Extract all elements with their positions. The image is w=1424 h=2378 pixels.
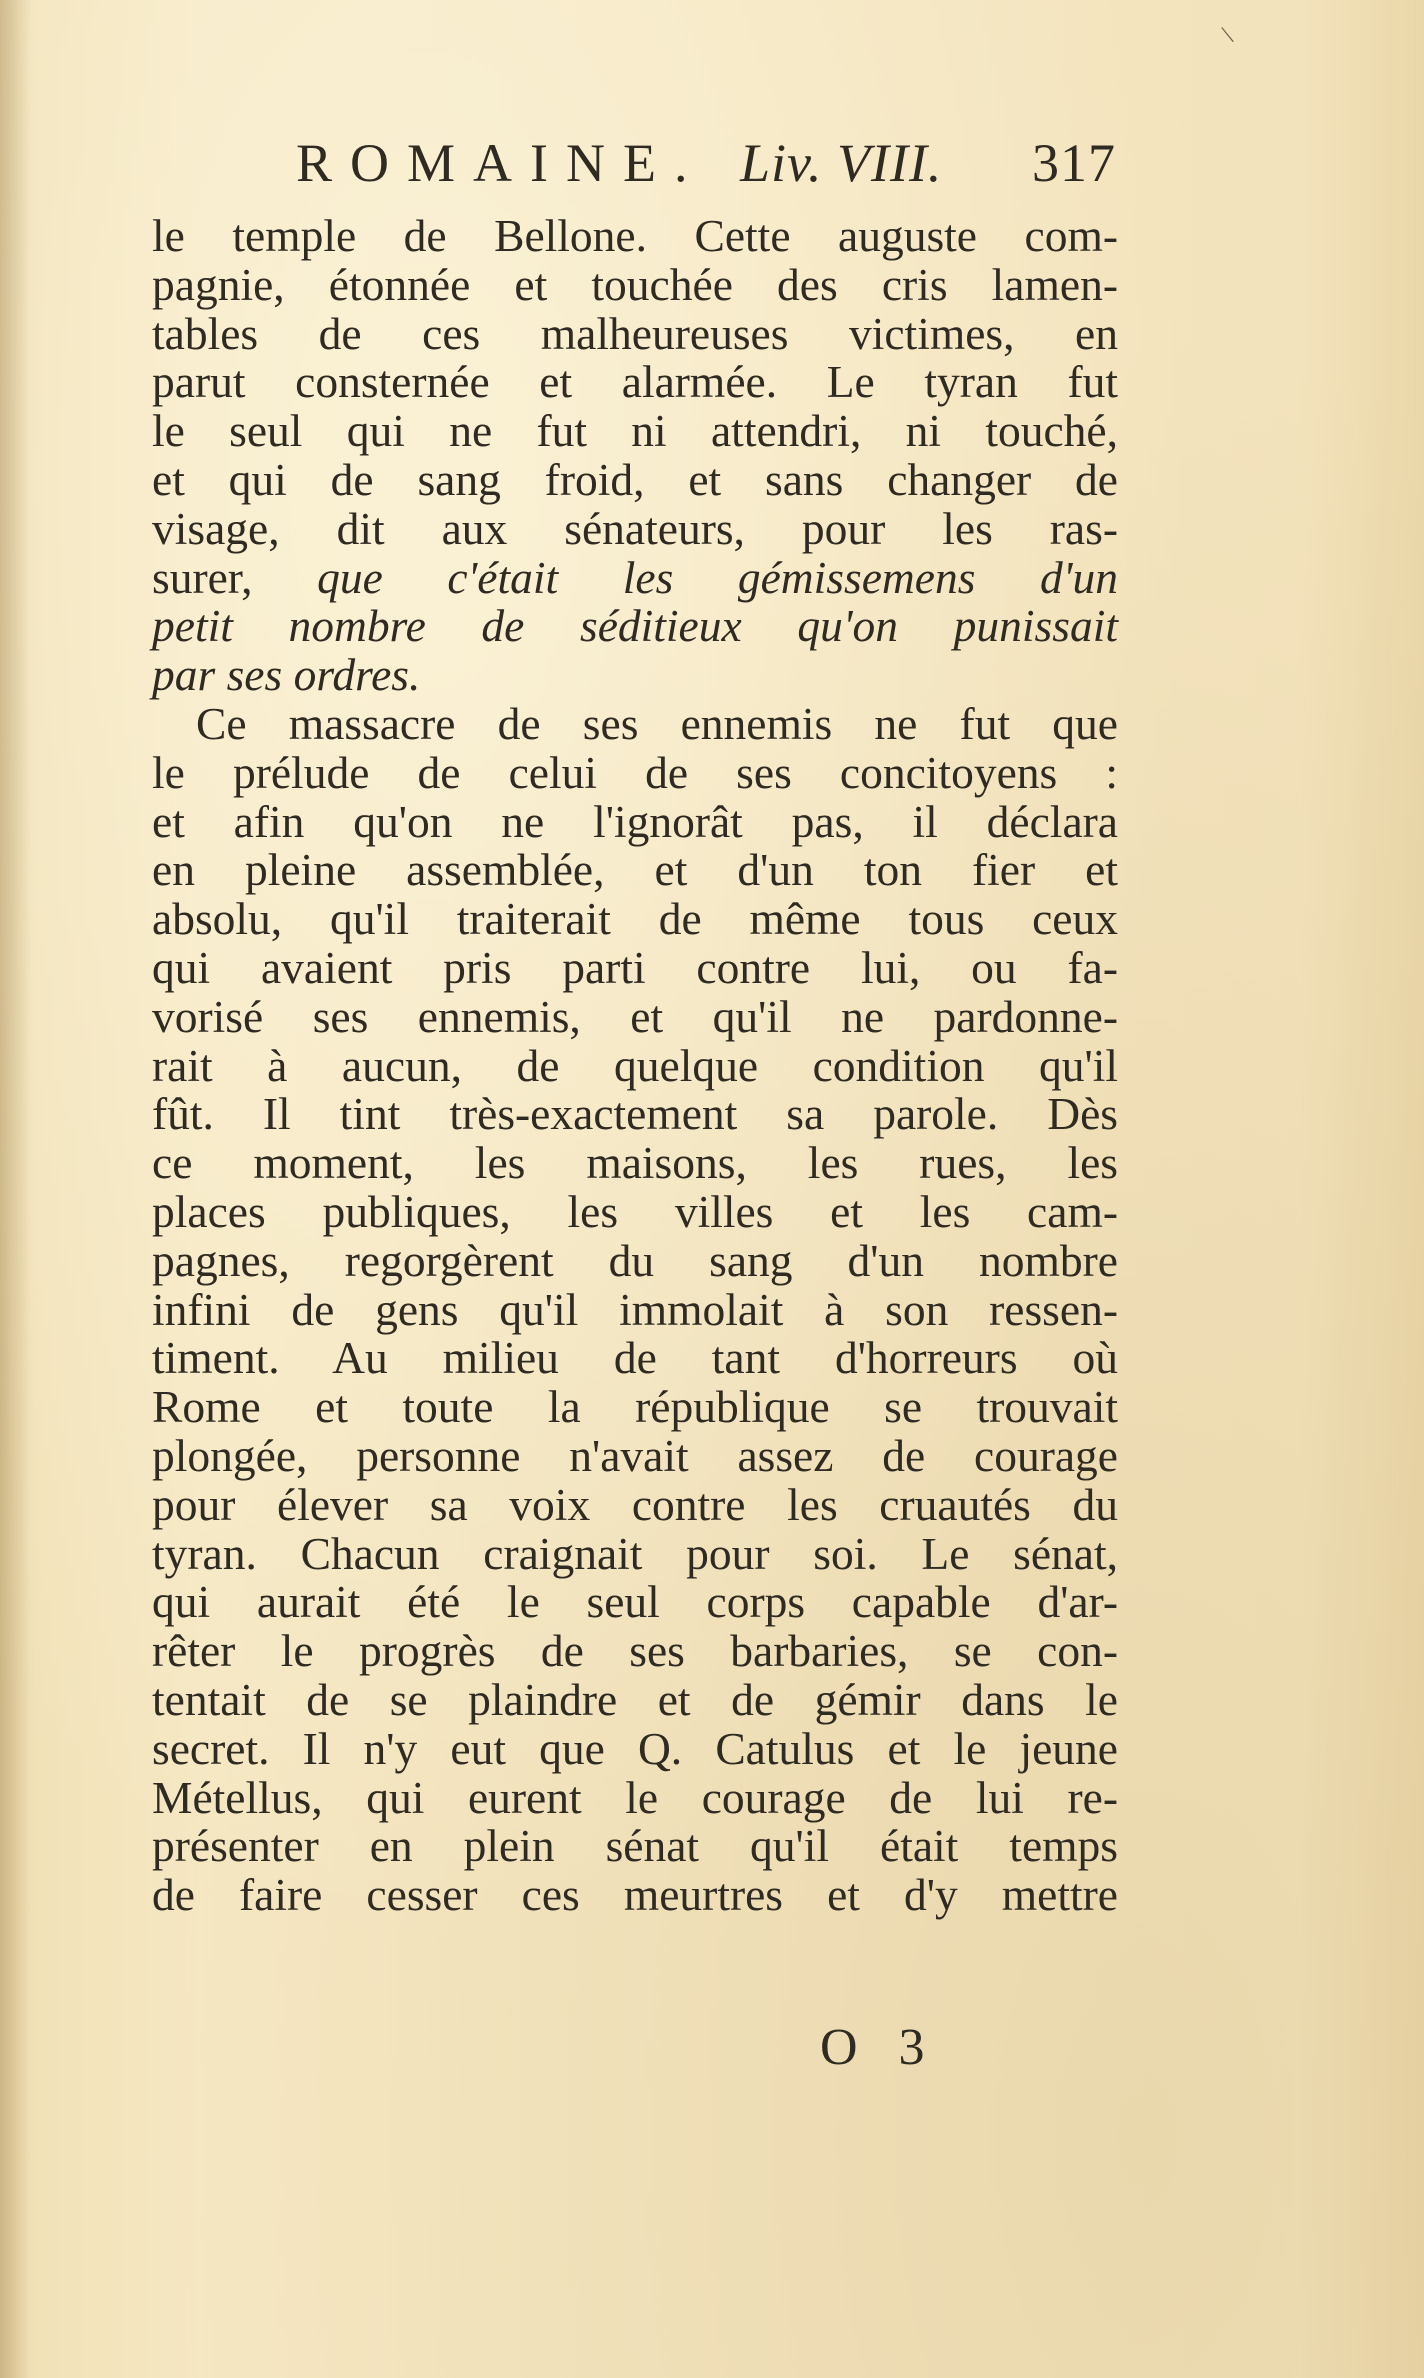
text-line: en pleine assemblée, et d'un ton fier et [152,844,1118,896]
text-line-italic: par ses ordres. [152,649,421,701]
book-reference: Liv. VIII. [740,133,943,193]
text-line: ce moment, les maisons, les rues, les [152,1137,1118,1189]
text-line: rait à aucun, de quelque condition qu'il [152,1039,1118,1091]
text-line: visage, dit aux sénateurs, pour les ras- [152,502,1118,554]
text-line: timent. Au milieu de tant d'horreurs où [152,1332,1118,1384]
text-line-mixed [152,551,1118,603]
body-text [152,212,1118,1920]
text-line: qui avaient pris parti contre lui, ou fa- [152,941,1118,993]
text-line: Rome et toute la république se trouvait [152,1381,1118,1433]
text-line: vorisé ses ennemis, et qu'il ne pardonne- [152,990,1118,1042]
text-line: le seul qui ne fut ni attendri, ni touché, [152,405,1118,457]
text-line: pour élever sa voix contre les cruautés du [152,1478,1118,1530]
paragraph-start: Ce massacre de ses ennemis ne fut que [196,697,1118,749]
text-line: pagnie, étonnée et touchée des cris lamen- [152,258,1118,310]
text-line: fût. Il tint très-exactement sa parole. Dès [152,1088,1118,1140]
text-line: parut consternée et alarmée. Le tyran fut [152,356,1118,408]
text-line: places publiques, les villes et les cam- [152,1185,1118,1237]
text-line: présenter en plein sénat qu'il était temps [152,1820,1118,1872]
text-line: le temple de Bellone. Cette auguste com- [152,210,1118,261]
text-line: tentait de se plaindre et de gémir dans le [152,1673,1118,1725]
text-line: qui aurait été le seul corps capable d'ar- [152,1576,1118,1628]
page-header [296,132,1116,212]
text-line: infini de gens qu'il immolait à son ressen- [152,1283,1118,1335]
text-line: le prélude de celui de ses concitoyens : [152,746,1118,798]
text-line: pagnes, regorgèrent du sang d'un nombre [152,1234,1118,1286]
text-line: plongée, personne n'avait assez de courage [152,1429,1118,1481]
text-line: de faire cesser ces meurtres et d'y mettre [152,1869,1118,1921]
text-line: tables de ces malheureuses victimes, en [152,307,1118,359]
text-line: et qui de sang froid, et sans changer de [152,453,1118,505]
text-line: Métellus, qui eurent le courage de lui re- [152,1771,1118,1823]
signature-mark: O 3 [820,2019,939,2076]
text-line: tyran. Chacun craignait pour soi. Le sénat, [152,1527,1118,1579]
text-line: rêter le progrès de ses barbaries, se con- [152,1625,1118,1677]
text-italic: que c'était les gémissemens d'un [317,551,1118,603]
text-line: secret. Il n'y eut que Q. Catulus et le jeune [152,1722,1118,1774]
running-head: ROMAINE. [296,133,706,193]
text-line-italic: petit nombre de séditieux qu'on punissait [152,600,1118,652]
text-line: et afin qu'on ne l'ignorât pas, il déclara [152,795,1118,847]
page-number: 317 [1032,133,1116,193]
corner-mark: \ [1219,19,1236,50]
text-line: absolu, qu'il traiterait de même tous ceux [152,893,1118,945]
text-roman: surer, [152,551,253,603]
gutter-shadow [0,0,30,2378]
